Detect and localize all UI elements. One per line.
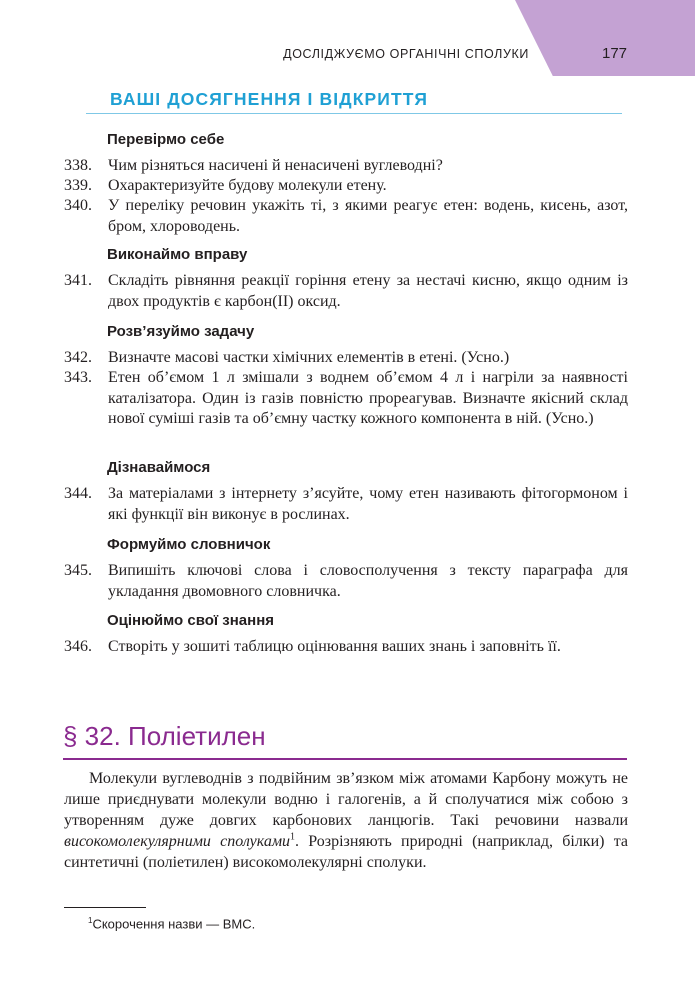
page-number: 177 [602, 45, 628, 62]
task-number: 340. [64, 197, 92, 214]
task-text: Випишіть ключові слова і словосполучення з тексту параграфа для укладання двомовного словничка. [108, 562, 628, 600]
task-343 [64, 368, 628, 430]
section-title: ВАШІ ДОСЯГНЕННЯ І ВІДКРИТТЯ [110, 89, 429, 109]
subheading-self-assessment: Оцінюймо свої знання [107, 612, 275, 629]
task-text: У переліку речовин укажіть ті, з якими реагує етен: водень, кисень, азот, бром, хлороводень. [108, 197, 628, 235]
task-text: Етен об’ємом 1 л змішали з воднем об’ємом 4 л і нагріли за наявності каталізатора. Один із газів повністю прореагував. Визначте якісний склад нової суміші газів та об’ємну частку кожного компонента в ній. (Усно.) [108, 369, 628, 427]
subheading-glossary: Формуймо словничок [107, 536, 271, 553]
task-number: 341. [64, 272, 92, 289]
running-header: ДОСЛІДЖУЄМО ОРГАНІЧНІ СПОЛУКИ [283, 47, 529, 61]
section-divider [86, 113, 622, 114]
footnote-mark: 1 [88, 916, 93, 925]
task-text: Створіть у зошиті таблицю оцінювання ваших знань і заповніть її. [108, 638, 561, 655]
task-text: Чим різняться насичені й ненасичені вуглеводні? [108, 157, 443, 174]
footnote-text: Скорочення назви — ВМС. [92, 916, 256, 932]
paragraph-body [64, 768, 628, 873]
task-number: 345. [64, 562, 92, 579]
task-text: Складіть рівняння реакції горіння етену за нестачі кисню, якщо одним із двох продуктів є карбон(ІІ) оксид. [108, 272, 628, 310]
task-341 [64, 271, 628, 312]
task-342 [64, 348, 628, 369]
body-term: високомолекулярними сполуками [64, 833, 291, 850]
task-340 [64, 196, 628, 237]
footnote-divider [64, 907, 146, 908]
paragraph-title: § 32. Поліетилен [63, 721, 266, 751]
task-344 [64, 484, 628, 525]
task-number: 343. [64, 369, 92, 386]
task-345 [64, 561, 628, 602]
task-number: 344. [64, 485, 92, 502]
task-number: 339. [64, 177, 92, 194]
task-339 [64, 176, 628, 197]
corner-tab [515, 0, 695, 76]
task-number: 338. [64, 157, 92, 174]
subheading-learn: Дізнаваймося [107, 459, 211, 476]
subheading-check-yourself: Перевірмо себе [107, 131, 225, 148]
task-number: 342. [64, 349, 92, 366]
paragraph-divider [63, 758, 627, 760]
subheading-problem: Розв’язуймо задачу [107, 323, 255, 340]
task-text: За матеріалами з інтернету з’ясуйте, чому етен називають фітогормоном і які функції він виконує в рослинах. [108, 485, 628, 523]
footnote-ref: 1 [290, 831, 296, 843]
task-number: 346. [64, 638, 92, 655]
task-346 [64, 637, 628, 658]
task-338 [64, 156, 628, 177]
subheading-exercise: Виконаймо вправу [107, 246, 248, 263]
footnote [88, 916, 255, 931]
task-text: Визначте масові частки хімічних елементів в етені. (Усно.) [108, 349, 510, 366]
task-text: Охарактеризуйте будову молекули етену. [108, 177, 387, 194]
body-text-start: Молекули вуглеводнів з подвійним зв’язком між атомами Карбону можуть не лише приєднувати молекули водню і галогенів, а й сполучатися між собою з утворенням дуже довгих карбонових ланцюгів. Такі речовини назвали [64, 770, 628, 829]
body-text-end: . Розрізняють природні (наприклад, білки) та синтетичні (поліетилен) високомолекулярні сполуки. [64, 833, 628, 871]
